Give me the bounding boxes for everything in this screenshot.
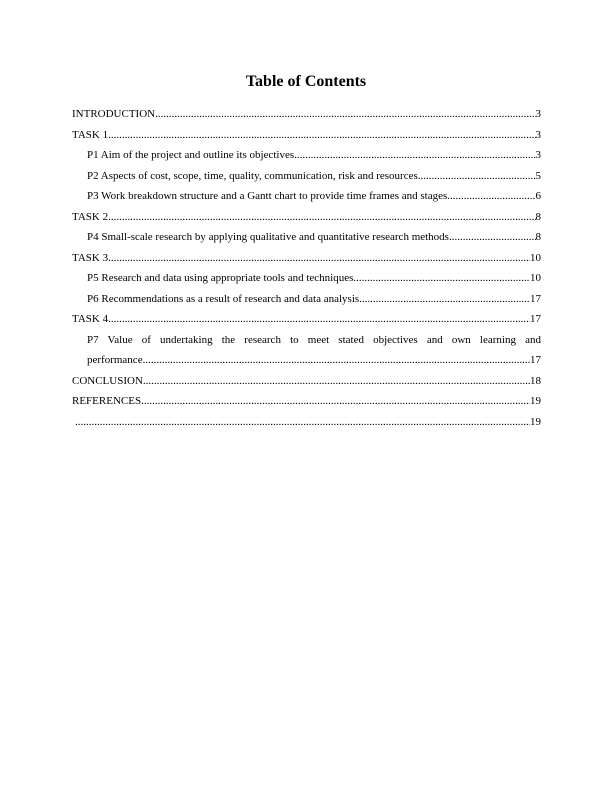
toc-entry-task-1[interactable] bbox=[72, 125, 541, 146]
toc-entry-p1[interactable] bbox=[72, 145, 541, 166]
toc-entry-label: REFERENCES bbox=[72, 395, 142, 407]
toc-entry-task-2[interactable] bbox=[72, 207, 541, 228]
toc-entry-label-continued: performance bbox=[87, 354, 143, 366]
toc-leader-dots bbox=[75, 412, 530, 433]
toc-page-number: 3 bbox=[535, 149, 541, 161]
toc-entry-conclusion[interactable] bbox=[72, 371, 541, 392]
toc-page-number: 10 bbox=[530, 272, 541, 284]
toc-entry-label: P3 Work breakdown structure and a Gantt chart to provide time frames and stages bbox=[87, 190, 448, 202]
toc-entry-p5[interactable] bbox=[72, 268, 541, 289]
toc-entry-p2[interactable] bbox=[72, 166, 541, 187]
toc-page-number: 19 bbox=[530, 395, 541, 407]
toc-leader-dots bbox=[108, 248, 530, 269]
toc-entry-label: P5 Research and data using appropriate tools and techniques bbox=[87, 272, 354, 284]
toc-page-number: 18 bbox=[530, 374, 541, 387]
toc-entry-untitled[interactable] bbox=[72, 412, 541, 433]
toc-leader-dots bbox=[108, 125, 535, 146]
toc-entry-p6[interactable] bbox=[72, 289, 541, 310]
toc-entry-label: TASK 1 bbox=[72, 128, 109, 141]
toc-page-number: 6 bbox=[535, 190, 541, 202]
toc-entry-introduction[interactable] bbox=[72, 104, 541, 125]
toc-page-number: 17 bbox=[530, 313, 541, 325]
toc-entry-task-3[interactable] bbox=[72, 248, 541, 269]
toc-entry-label: P6 Recommendations as a result of research and data analysis bbox=[87, 292, 360, 305]
toc-entry-p3[interactable] bbox=[72, 186, 541, 207]
toc-leader-dots bbox=[359, 289, 530, 310]
toc-entry-label: P2 Aspects of cost, scope, time, quality, communication, risk and resources bbox=[87, 169, 418, 182]
toc-entry-label: INTRODUCTION bbox=[72, 108, 156, 120]
toc-leader-dots bbox=[108, 207, 535, 228]
toc-entry-p7[interactable] bbox=[72, 330, 541, 371]
toc-entry-references[interactable] bbox=[72, 391, 541, 412]
toc-leader-dots bbox=[353, 268, 530, 289]
toc-entry-label: TASK 2 bbox=[72, 210, 109, 223]
toc-entry-continuation bbox=[87, 350, 541, 371]
toc-page-number: 3 bbox=[535, 108, 541, 120]
toc-entry-p4[interactable] bbox=[72, 227, 541, 248]
toc-leader-dots bbox=[143, 350, 530, 371]
toc-page-number: 5 bbox=[535, 169, 541, 182]
toc-entry-label: P1 Aim of the project and outline its objectives bbox=[87, 149, 295, 161]
toc-entry-label: TASK 4 bbox=[72, 313, 109, 325]
toc-entry-task-4[interactable] bbox=[72, 309, 541, 330]
toc-leader-dots bbox=[155, 104, 535, 125]
toc-entry-label: P7 Value of undertaking the research to meet stated objectives and own learning and bbox=[87, 333, 541, 346]
toc-leader-dots bbox=[294, 145, 535, 166]
toc-leader-dots bbox=[449, 227, 536, 248]
toc-page-number: 8 bbox=[535, 210, 541, 223]
toc-leader-dots bbox=[108, 309, 530, 330]
toc-entry-label: P4 Small-scale research by applying qualitative and quantitative research methods bbox=[87, 231, 449, 243]
toc-leader-dots bbox=[141, 391, 530, 412]
toc-page-number: 19 bbox=[530, 415, 541, 428]
toc-leader-dots bbox=[447, 186, 535, 207]
toc-page-number: 17 bbox=[530, 292, 541, 305]
toc-entry-label: TASK 3 bbox=[72, 251, 109, 264]
toc-leader-dots bbox=[143, 371, 530, 392]
toc-page-number: 8 bbox=[535, 231, 541, 243]
toc-page-number: 3 bbox=[535, 128, 541, 141]
toc-leader-dots bbox=[418, 166, 536, 187]
toc-entry-label: CONCLUSION bbox=[72, 374, 143, 387]
toc-list bbox=[72, 104, 541, 432]
toc-page-number: 10 bbox=[530, 251, 541, 264]
toc-page-number: 17 bbox=[530, 354, 541, 366]
toc-title: Table of Contents bbox=[245, 73, 367, 90]
